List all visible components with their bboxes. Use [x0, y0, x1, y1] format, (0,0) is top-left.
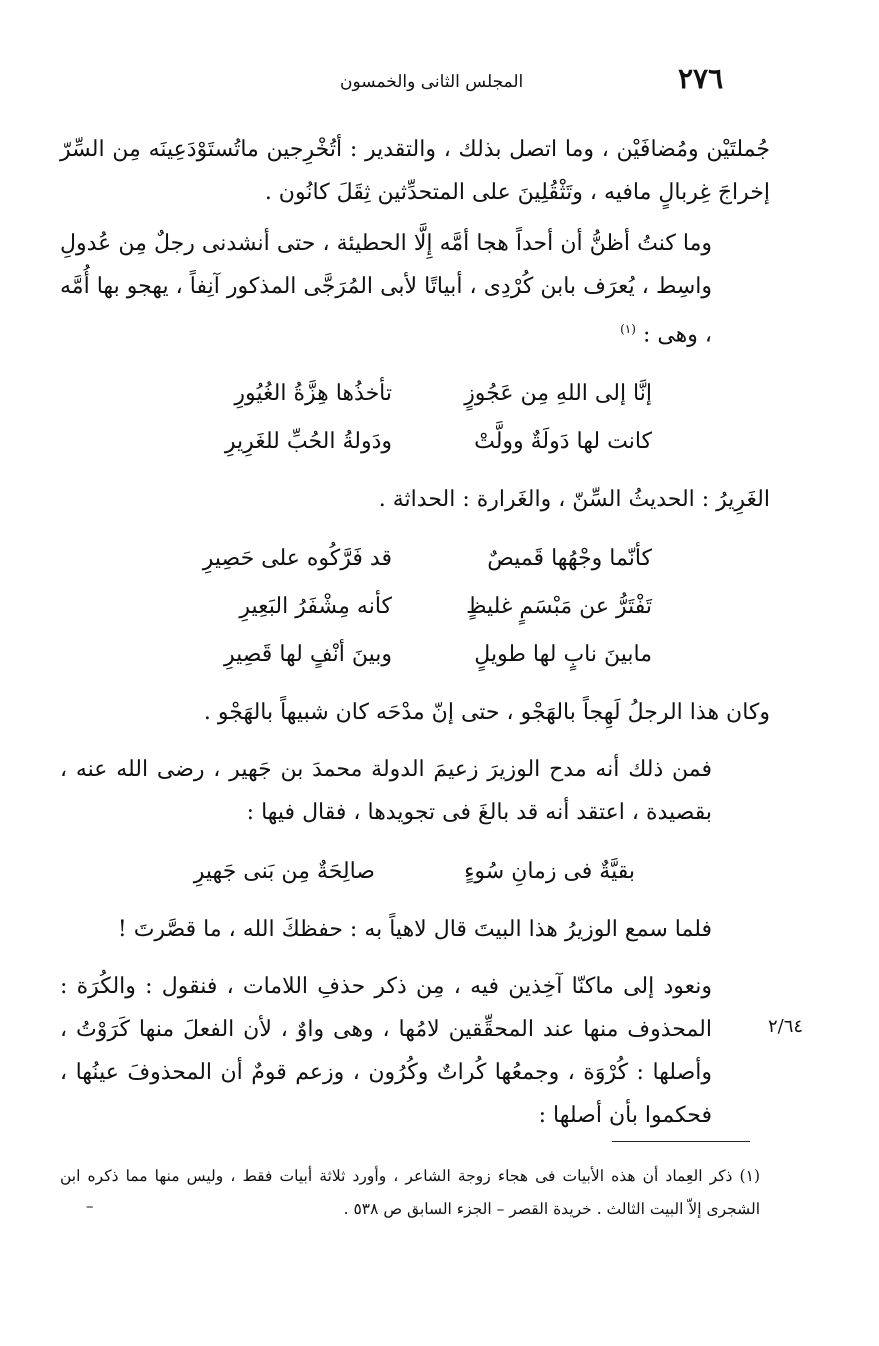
paragraph: فلما سمع الوزيرُ هذا البيتَ قال لاهياً به : حفظكَ الله ، ما قصَّرتَ !: [117, 917, 712, 943]
paragraph: فمن ذلك أنه مدح الوزيرَ زعيمَ الدولة محمدَ بن جَهير ، رضى الله عنه ، بقصيدة ، اعتقد أنه قد بالغَ فى تجويدها ، فقال فيها :: [60, 757, 712, 826]
paragraph: ونعود إلى ماكنّا آخِذين فيه ، مِن ذكر حذفِ اللامات ، فنقول : والكُرَة : المحذوف منها عند المحقِّقين لامُها ، وهى واوٌ ، لأن الفعلَ منها كَرَوْتُ ، وأصلها : كُرْوَة ، وجمعُها كُراتٌ وكُرُون ، وزعم قومٌ أن المحذوفَ عينُها ، فحكموا بأن أصلها :: [60, 974, 712, 1129]
hemistich-second: وبينَ أنْفٍ لها قَصِيرِ: [223, 642, 392, 668]
hemistich-first: كانت لها دَولَةٌ وولَّتْ: [474, 429, 652, 455]
verse-line: [60, 631, 770, 679]
page-header: [0, 62, 879, 102]
verse-line: [60, 370, 770, 418]
paragraph: وكان هذا الرجلُ لَهِجاً بالهَجْو ، حتى إنّ مدْحَه كان شبيهاً بالهَجْو .: [203, 700, 770, 726]
footnote: (١) ذكر العِماد أن هذه الأبيات فى هجاء زوجة الشاعر ، وأورد ثلاثة أبيات فقط ، وليس منها مما ذكره ابن الشجرى إلاّ البيت الثالث . خريدة القصر – الجزء السابق ص ٥٣٨ .: [60, 1167, 760, 1218]
page-number: ٢٧٦: [678, 62, 724, 95]
paragraph: الغَرِيرُ : الحديثُ السِّنّ ، والغَرارة : الحداثة .: [378, 487, 770, 513]
verse-line: [60, 848, 770, 896]
verse-block: [60, 535, 770, 679]
hemistich-second: كأنه مِشْفَرُ البَعِيرِ: [239, 594, 392, 620]
hemistich-first: تَفْتَرُّ عن مَبْسَمٍ غليظٍ: [466, 594, 652, 620]
hemistich-first: بقيَّةٌ فى زمانِ سُوءٍ: [464, 859, 635, 885]
verse-line: [60, 535, 770, 583]
hemistich-second: تأخذُها هِزَّةُ الغُيُورِ: [234, 381, 392, 407]
hemistich-first: كأنّما وجْهُها قَميصٌ: [487, 546, 652, 572]
hemistich-second: صالِحَةٌ مِن بَنى جَهيرِ: [193, 859, 375, 885]
hemistich-first: مابينَ نابٍ لها طويلٍ: [474, 642, 652, 668]
footnote-reference: (١): [620, 322, 636, 336]
verse-line: [60, 583, 770, 631]
verse-line: [60, 418, 770, 466]
main-text: [60, 128, 770, 1151]
verse-block: [60, 370, 770, 466]
hemistich-second: ودَولةُ الحُبِّ للغَرِيرِ: [224, 429, 392, 455]
footnote-dash: –: [86, 1197, 94, 1215]
paragraph: [60, 222, 770, 356]
hemistich-first: إنَّا إلى اللهِ مِن عَجُوزٍ: [464, 381, 652, 407]
verse-block: [60, 848, 770, 896]
paragraph: جُملتَيْن ومُضافَيْن ، وما اتصل بذلك ، والتقدير : أتُخْرِجين ماتُستَوْدَعِينَه مِن السِّرّ إخراجَ غِربالٍ مافيه ، وتَثْقُلِينَ على المتحدِّثين ثِقَلَ كانُون .: [60, 137, 770, 205]
paragraph-text: وما كنتُ أظنُّ أن أحداً هجا أمَّه إِلَّا الحطيئة ، حتى أنشدنى رجلٌ مِن عُدولِ واسِط ، يُعرَف بابن كُرْدِى ، أبياتًا لأبى المُرَجَّى المذكور آنِفاً ، يهجو بها أُمَّه ، وهى :: [60, 231, 712, 348]
footnote-divider: [612, 1141, 750, 1142]
hemistich-second: قد فَرَّكُوه على حَصِيرِ: [202, 546, 392, 572]
running-title: المجلس الثانى والخمسون: [340, 72, 524, 92]
margin-reference: ٢/٦٤: [768, 1016, 804, 1037]
